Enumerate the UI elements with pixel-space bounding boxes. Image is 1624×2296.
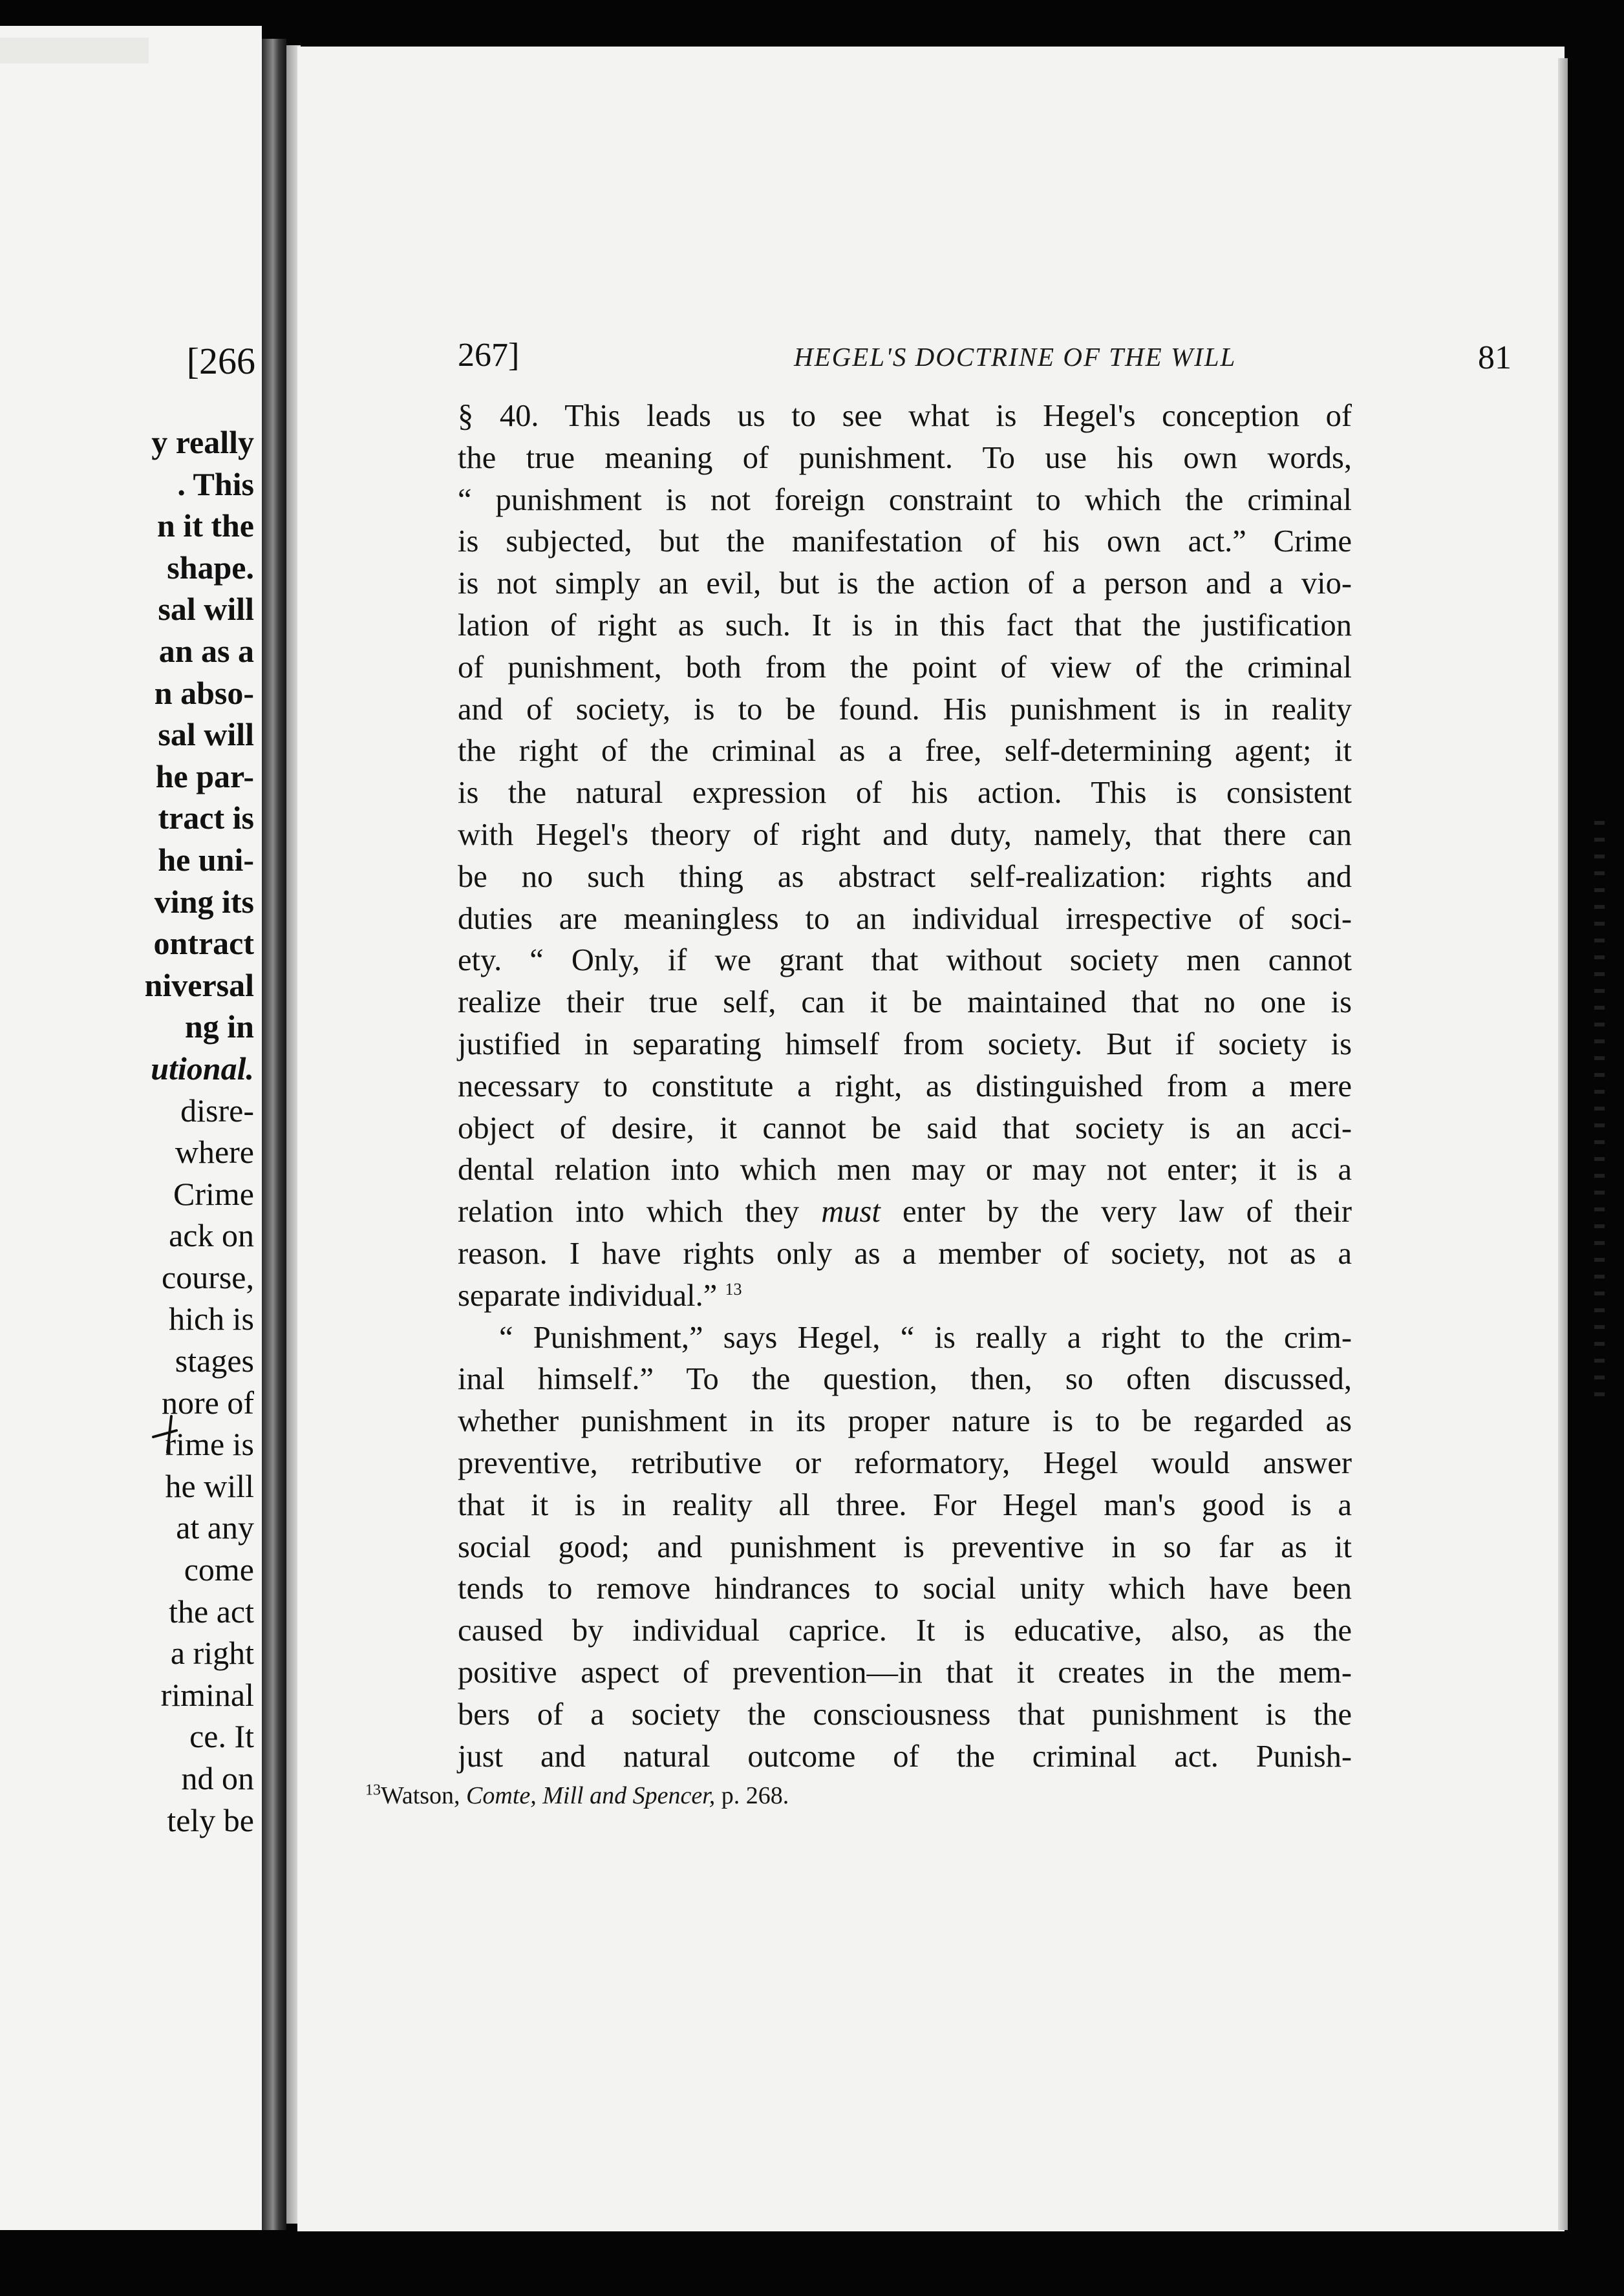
quote-end-line: separate individual.” $^{13}$ <box>458 1278 742 1313</box>
left-page-text <box>0 421 254 1841</box>
text-line: is subjected, but the manifestation of his own act.” Crime <box>458 524 1352 559</box>
text-line: the true meaning of punishment. To use his own words, <box>458 440 1352 475</box>
left-page-line: nd on <box>181 1760 254 1796</box>
paragraph-1-block-2 <box>458 1233 1352 1275</box>
handwritten-mark <box>151 1412 182 1458</box>
left-page-line: ontract <box>153 925 254 962</box>
left-page-line: rime is <box>165 1426 254 1463</box>
text-line: ety. “ Only, if we grant that without society men cannot <box>458 943 1352 978</box>
left-page-line: where <box>175 1134 254 1171</box>
left-page-line: riminal <box>160 1676 254 1713</box>
footnote-number: 13 <box>365 1781 381 1799</box>
book-gutter <box>262 39 286 2230</box>
text-line: preventive, retributive or reformatory, Hegel would answer <box>458 1445 1352 1480</box>
left-page-line: utional. <box>151 1050 254 1087</box>
text-line: dental relation into which men may or may not enter; it is a <box>458 1153 1352 1187</box>
text-line: caused by individual caprice. It is educative, also, as the <box>458 1613 1352 1648</box>
left-page-line: tract is <box>158 800 254 836</box>
text-line: with Hegel's theory of right and duty, namely, that there can <box>458 817 1352 852</box>
text-line: tends to remove hindrances to social unity which have been <box>458 1571 1352 1606</box>
left-page-line: y really <box>151 424 254 460</box>
text-line: realize their true self, can it be maintained that no one is <box>458 985 1352 1020</box>
left-page-line: ng in <box>184 1008 254 1045</box>
text-line: whether punishment in its proper nature is to be regarded as <box>458 1404 1352 1439</box>
text-line: relation into which they must enter by the very law of their <box>458 1195 1352 1229</box>
paragraph-2-first-line: “ Punishment,” says Hegel, “ is really a right to the crim- <box>499 1320 1352 1355</box>
footnote <box>365 1781 789 1810</box>
paragraph-2-block <box>458 1359 1352 1778</box>
text-line: positive aspect of prevention—in that it creates in the mem- <box>458 1655 1352 1690</box>
left-page-line: nore of <box>162 1384 254 1421</box>
text-line: the right of the criminal as a free, self-determining agent; it <box>458 734 1352 769</box>
left-page-line: n abso- <box>154 674 254 711</box>
left-page-line: an as a <box>158 632 254 669</box>
left-page-line: sal will <box>158 716 254 753</box>
left-page-line: ce. It <box>189 1718 254 1755</box>
text-line: is the natural expression of his action. This is consistent <box>458 776 1352 811</box>
left-page-line: he par- <box>155 758 254 794</box>
emphasis-must: must <box>821 1195 881 1229</box>
left-page-line: disre- <box>180 1092 254 1129</box>
footnote-author: Watson, <box>381 1782 460 1809</box>
left-page-line: he uni- <box>158 841 254 878</box>
text-line: justified in separating himself from society. But if society is <box>458 1026 1352 1061</box>
text-line: and of society, is to be found. His punishment is in reality <box>458 692 1352 727</box>
running-head-folio: 267] <box>458 337 520 374</box>
text-line: social good; and punishment is preventive in so far as it <box>458 1529 1352 1564</box>
text-line: lation of right as such. It is in this fact that the justification <box>458 608 1352 643</box>
left-page-line: Crime <box>173 1175 254 1212</box>
text-line: reason. I have rights only as a member of society, not as a <box>458 1236 1352 1271</box>
left-page-line: course, <box>162 1259 254 1295</box>
text-line: § 40. This leads us to see what is Hegel's conception of <box>458 399 1352 433</box>
left-page-line: a right <box>170 1635 254 1672</box>
left-page-folio: [266 <box>186 340 255 382</box>
left-page-line: come <box>184 1551 254 1588</box>
left-page-line: n it the <box>157 507 254 544</box>
left-page-line: stages <box>175 1343 254 1379</box>
paragraph-1-block <box>458 396 1352 1191</box>
left-page-line: the act <box>169 1593 254 1630</box>
text-line: necessary to constitute a right, as distinguished from a mere <box>458 1068 1352 1103</box>
page-edge <box>1558 58 1568 2230</box>
footnote-reference: 13 <box>725 1279 742 1299</box>
text-line: “ punishment is not foreign constraint to which the criminal <box>458 482 1352 517</box>
left-page-line: ack on <box>169 1217 254 1254</box>
left-page-line: he will <box>165 1467 254 1504</box>
left-page-line: shape. <box>167 549 254 586</box>
page-number: 81 <box>1478 339 1512 376</box>
scan-edge-marks <box>1594 821 1605 1409</box>
text-line: object of desire, it cannot be said that society is an acci- <box>458 1111 1352 1145</box>
running-head <box>458 336 1565 385</box>
left-page-line: at any <box>176 1509 254 1546</box>
left-page-fragment <box>0 26 262 2230</box>
left-page-line: hich is <box>169 1301 254 1337</box>
text-line: that it is in reality all three. For Hegel man's good is a <box>458 1487 1352 1522</box>
text-line: be no such thing as abstract self-realization: rights and <box>458 859 1352 894</box>
text-line: is not simply an evil, but is the action of a person and a vio- <box>458 566 1352 601</box>
text-line: inal himself.” To the question, then, so often discussed, <box>458 1362 1352 1397</box>
right-page <box>297 47 1565 2231</box>
left-page-line: niversal <box>144 966 254 1003</box>
footnote-page: p. 268. <box>721 1782 789 1809</box>
left-page-line: ving its <box>154 883 254 920</box>
left-page-line: tely be <box>167 1802 254 1838</box>
text-line: just and natural outcome of the criminal act. Punish- <box>458 1739 1352 1774</box>
text-line: bers of a society the consciousness that punishment is the <box>458 1697 1352 1732</box>
text-line: duties are meaningless to an individual irrespective of soci- <box>458 901 1352 936</box>
left-page-line: . This <box>177 465 254 502</box>
left-page-line: sal will <box>158 591 254 628</box>
body-text <box>458 396 1352 1778</box>
running-head-title: HEGEL'S DOCTRINE OF THE WILL <box>794 342 1237 372</box>
paper-tab <box>0 37 149 63</box>
footnote-title: Comte, Mill and Spencer, <box>466 1782 716 1809</box>
text-line: of punishment, both from the point of view of the criminal <box>458 650 1352 685</box>
